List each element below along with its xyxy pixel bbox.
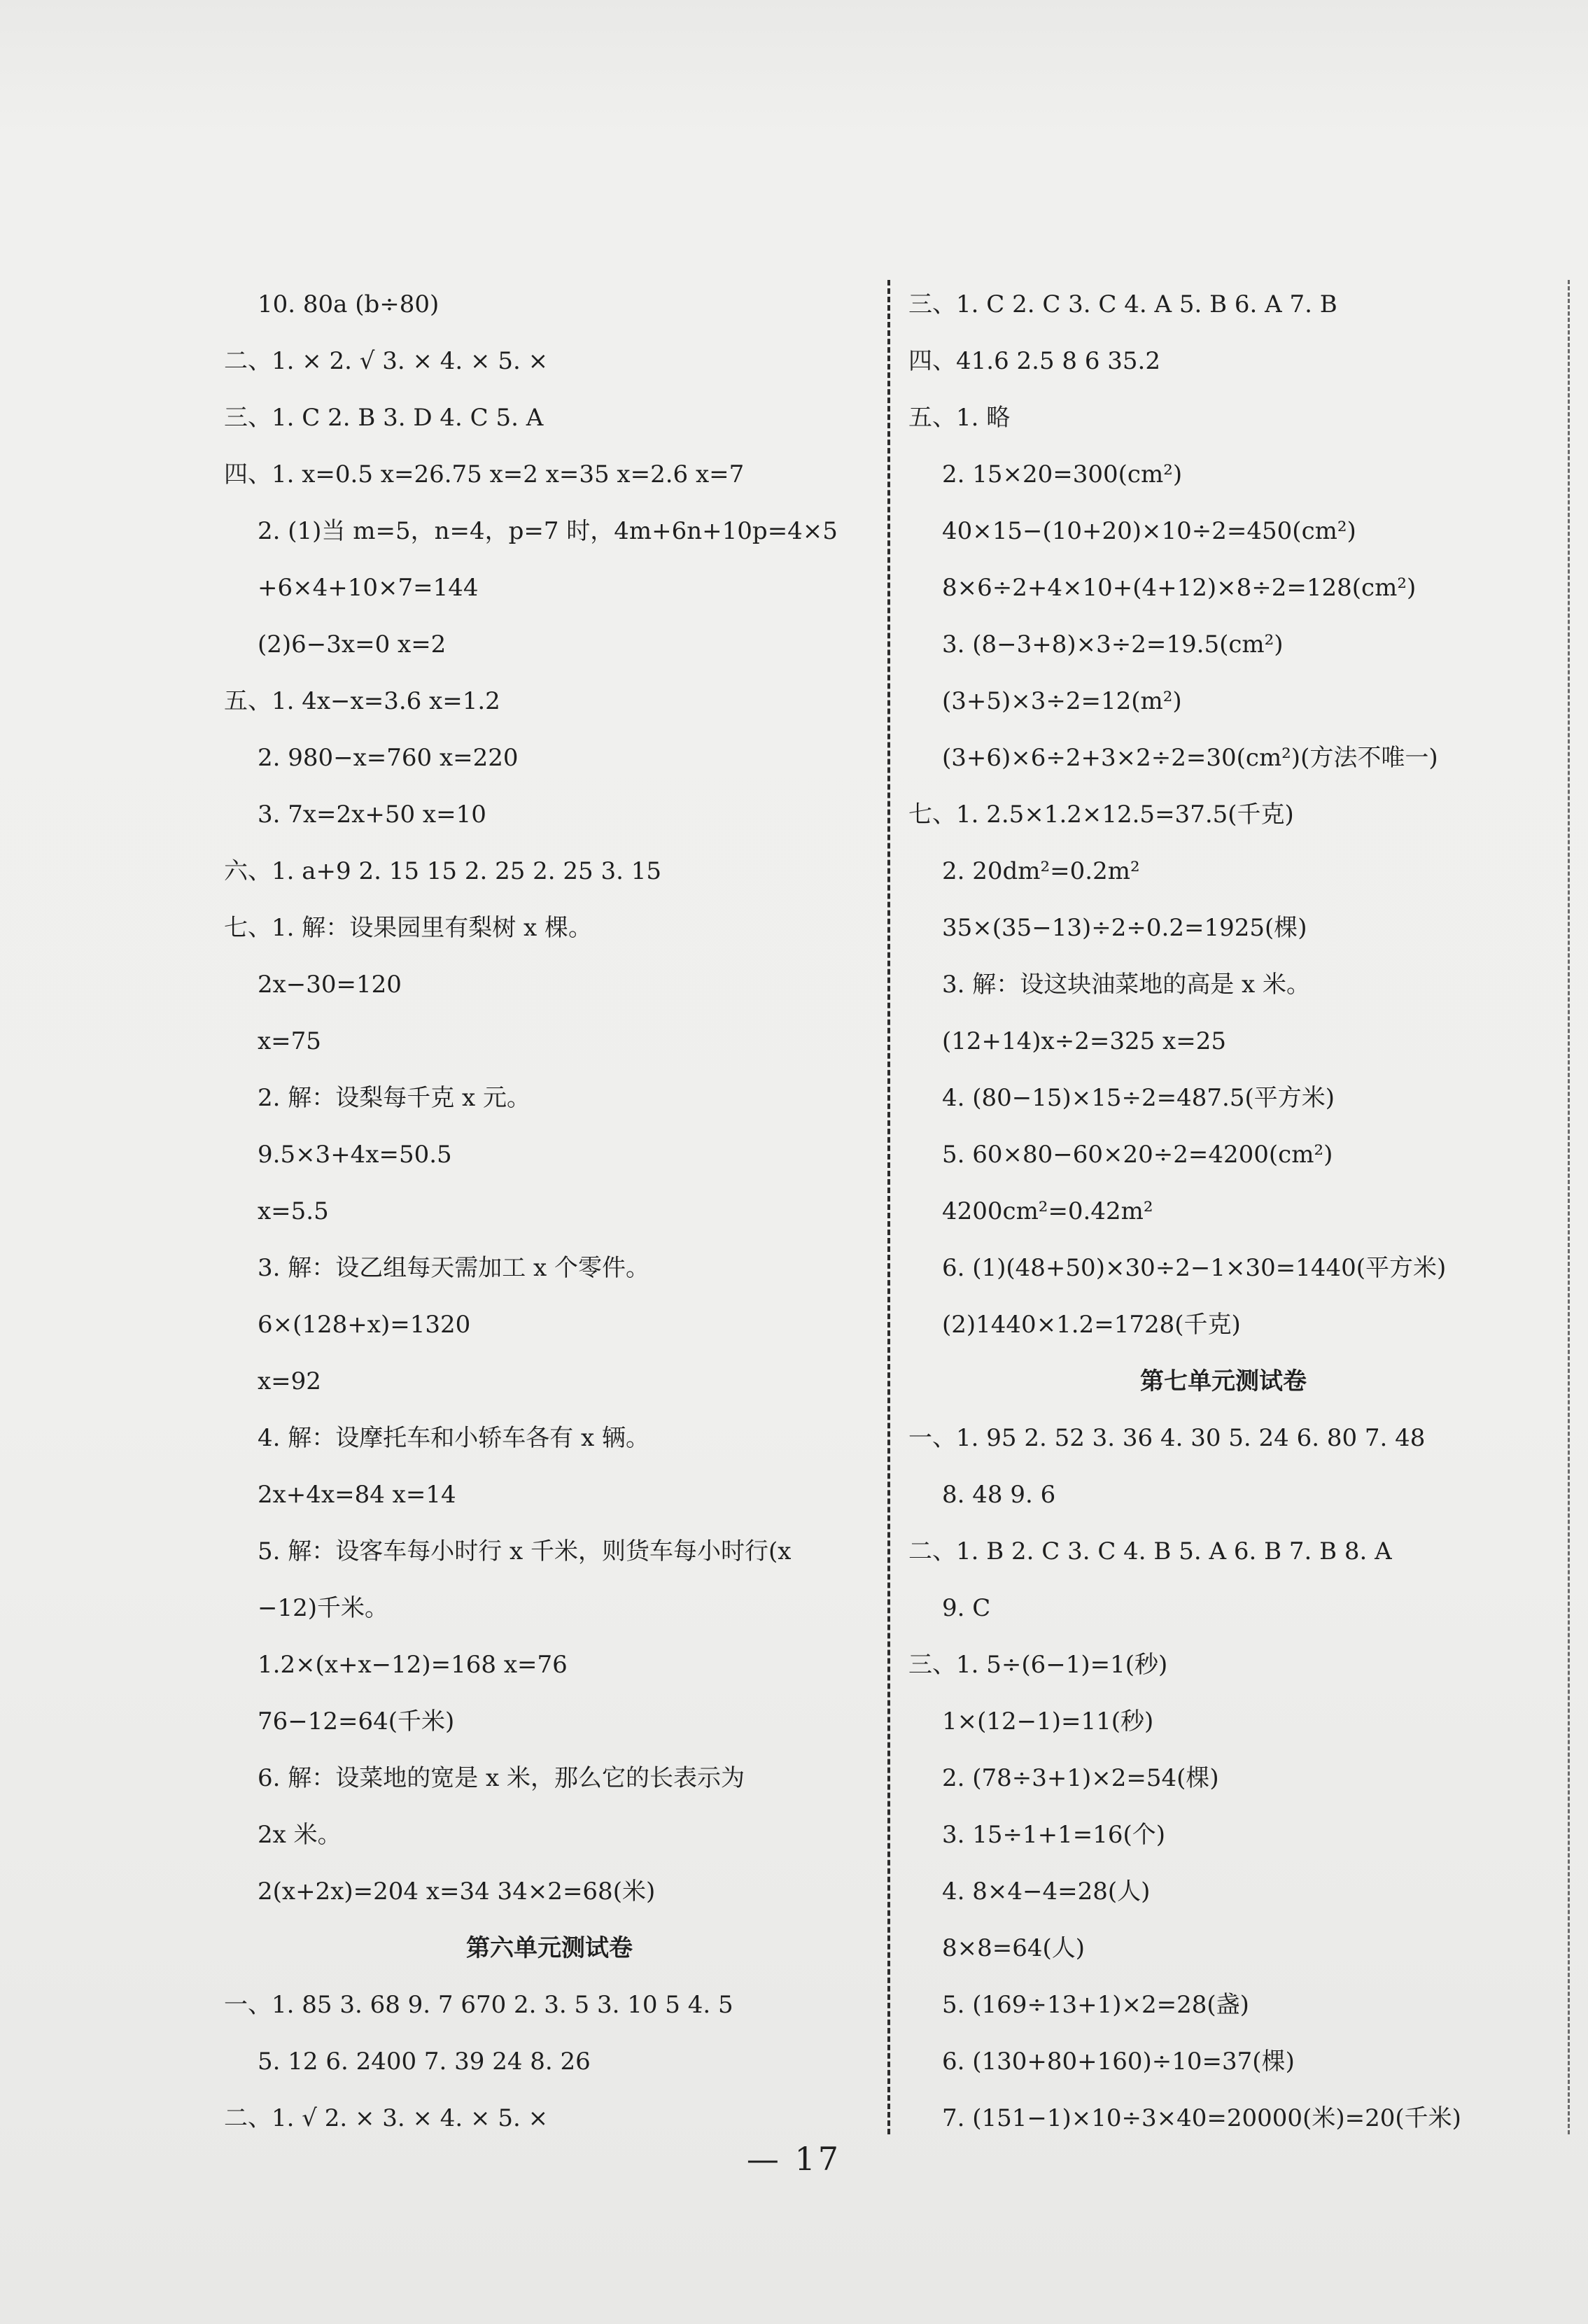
answer-line: 2. 20dm²=0.2m² [942,857,1140,885]
answer-line: 8×6÷2+4×10+(4+12)×8÷2=128(cm²) [942,574,1417,602]
answer-line: 4. (80−15)×15÷2=487.5(平方米) [942,1084,1335,1112]
answer-line: 6. 解：设菜地的宽是 x 米，那么它的长表示为 [258,1764,745,1792]
answer-line: 35×(35−13)÷2÷0.2=1925(棵) [942,914,1307,942]
right-column [908,276,1538,2147]
answer-line: 五、1. 略 [908,404,1011,432]
section-title: 第七单元测试卷 [1140,1367,1307,1395]
answer-line: 3. 15÷1+1=16(个) [942,1821,1166,1849]
answer-line: 3. 解：设这块油菜地的高是 x 米。 [942,971,1311,999]
answer-line: 四、1. x=0.5 x=26.75 x=2 x=35 x=2.6 x=7 [224,460,745,488]
answer-line: 40×15−(10+20)×10÷2=450(cm²) [942,517,1356,545]
answer-line: x=75 [258,1027,321,1055]
answer-line: 2. 解：设梨每千克 x 元。 [258,1084,531,1112]
answer-line: 二、1. × 2. √ 3. × 4. × 5. × [224,347,549,375]
answer-line: 5. (169÷13+1)×2=28(盏) [942,1991,1249,2019]
answer-line: 七、1. 解：设果园里有梨树 x 棵。 [224,914,593,942]
answer-line: +6×4+10×7=144 [258,574,479,602]
answer-line: 10. 80a (b÷80) [258,290,440,318]
answer-line: 1.2×(x+x−12)=168 x=76 [258,1651,568,1679]
answer-line: 三、1. C 2. B 3. D 4. C 5. A [224,404,544,432]
answer-line: 4200cm²=0.42m² [942,1197,1153,1225]
answer-line: 2. 980−x=760 x=220 [258,744,519,772]
answer-line: (2)1440×1.2=1728(千克) [942,1311,1241,1339]
answer-line: 四、41.6 2.5 8 6 35.2 [908,347,1160,375]
answer-line: 六、1. a+9 2. 15 15 2. 25 2. 25 3. 15 [224,857,661,885]
answer-line: 2x 米。 [258,1821,342,1849]
answer-line: 6. (1)(48+50)×30÷2−1×30=1440(平方米) [942,1254,1447,1282]
answer-line: 三、1. C 2. C 3. C 4. A 5. B 6. A 7. B [908,290,1337,318]
page-number: — 17 [746,2140,842,2178]
answer-line: 4. 8×4−4=28(人) [942,1878,1151,1906]
answer-line: (2)6−3x=0 x=2 [258,631,447,659]
answer-line: 2(x+2x)=204 x=34 34×2=68(米) [258,1878,656,1906]
answer-line: x=5.5 [258,1197,329,1225]
answer-line: 2. 15×20=300(cm²) [942,460,1183,488]
page-edge-divider [1568,280,1570,2134]
answer-line: 二、1. √ 2. × 3. × 4. × 5. × [224,2104,549,2132]
answer-line: 二、1. B 2. C 3. C 4. B 5. A 6. B 7. B 8. A [908,1537,1392,1565]
left-column [224,276,875,2147]
answer-line: 5. 60×80−60×20÷2=4200(cm²) [942,1141,1333,1169]
answer-line: 2. (1)当 m=5，n=4，p=7 时，4m+6n+10p=4×5 [258,517,838,545]
answer-line: 一、1. 85 3. 68 9. 7 670 2. 3. 5 3. 10 5 4. 5 [224,1991,733,2019]
answer-line: (3+6)×6÷2+3×2÷2=30(cm²)(方法不唯一) [942,744,1438,772]
answer-line: 3. 7x=2x+50 x=10 [258,801,486,829]
answer-line: 5. 12 6. 2400 7. 39 24 8. 26 [258,2048,591,2076]
answer-line: 4. 解：设摩托车和小轿车各有 x 辆。 [258,1424,650,1452]
answer-line: (12+14)x÷2=325 x=25 [942,1027,1226,1055]
answer-line: −12)千米。 [258,1594,389,1622]
section-title: 第六单元测试卷 [466,1934,633,1962]
answer-line: 1×(12−1)=11(秒) [942,1707,1154,1735]
answer-line: 6. (130+80+160)÷10=37(棵) [942,2048,1295,2076]
answer-line: 2. (78÷3+1)×2=54(棵) [942,1764,1219,1792]
column-divider [887,280,890,2134]
answer-line: 5. 解：设客车每小时行 x 千米，则货车每小时行(x [258,1537,792,1565]
answer-line: 8×8=64(人) [942,1934,1085,1962]
answer-line: 9. C [942,1594,991,1622]
answer-line: (3+5)×3÷2=12(m²) [942,687,1182,715]
answer-line: 76−12=64(千米) [258,1707,455,1735]
answer-line: 三、1. 5÷(6−1)=1(秒) [908,1651,1168,1679]
answer-line: 6×(128+x)=1320 [258,1311,471,1339]
answer-line: 8. 48 9. 6 [942,1481,1056,1509]
answer-line: 一、1. 95 2. 52 3. 36 4. 30 5. 24 6. 80 7. 48 [908,1424,1426,1452]
answer-line: x=92 [258,1367,321,1395]
answer-line: 七、1. 2.5×1.2×12.5=37.5(千克) [908,801,1294,829]
answer-line: 3. (8−3+8)×3÷2=19.5(cm²) [942,631,1284,659]
answer-line: 2x−30=120 [258,971,402,999]
answer-line: 五、1. 4x−x=3.6 x=1.2 [224,687,500,715]
answer-line: 9.5×3+4x=50.5 [258,1141,452,1169]
answer-line: 3. 解：设乙组每天需加工 x 个零件。 [258,1254,650,1282]
answer-line: 7. (151−1)×10÷3×40=20000(米)=20(千米) [942,2104,1461,2132]
answer-line: 2x+4x=84 x=14 [258,1481,456,1509]
